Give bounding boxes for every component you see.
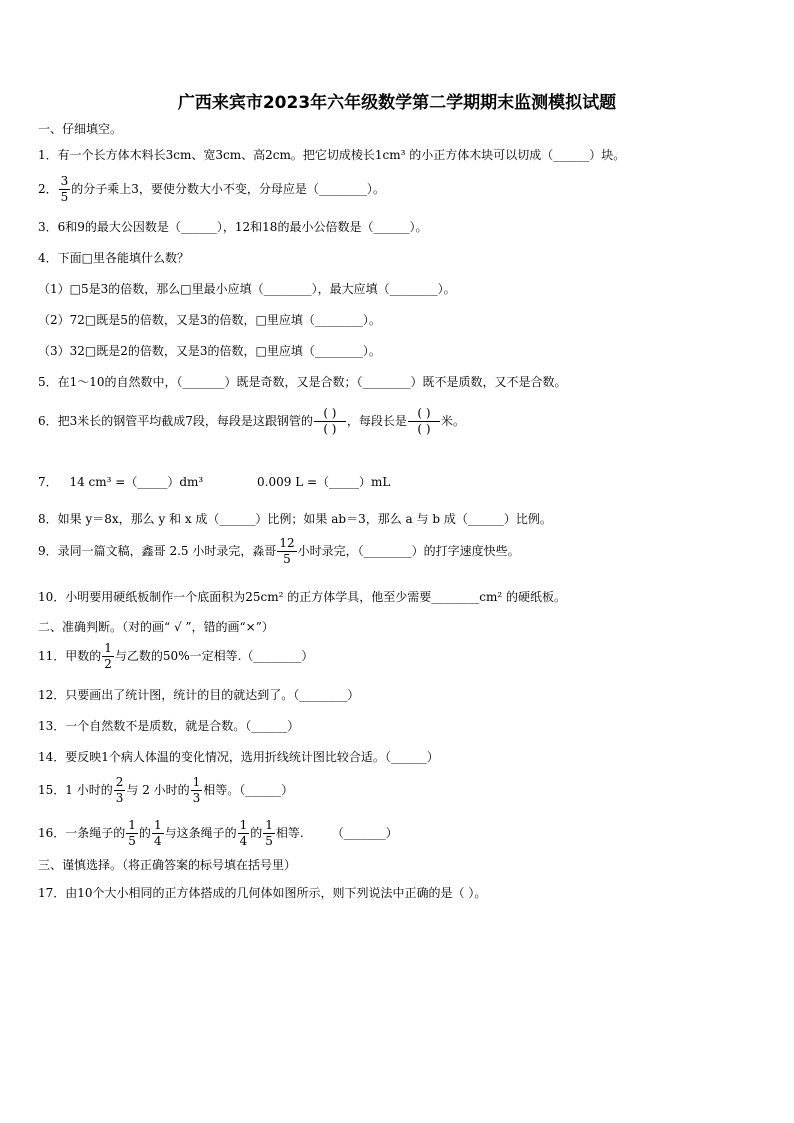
question-7-part-b: 0.009 L =（_____）mL (257, 475, 391, 489)
answer-blank: （_______） (331, 826, 398, 840)
question-17: 17．由10个大小相同的正方体搭成的几何体如图所示，则下列说法中正确的是（ ）。 (38, 886, 487, 900)
question-6-text-1: 6．把3米长的钢管平均截成7段，每段是这跟钢管的 (38, 414, 313, 428)
question-15-text-3: 相等。（______） (203, 783, 294, 797)
question-1: 1．有一个长方体木料长3cm、宽3cm、高2cm。把它切成棱长1cm³ 的小正方体木块可以切成（______）块。 (38, 148, 626, 162)
fraction (152, 818, 164, 849)
fraction (277, 536, 296, 567)
fraction-numerator-blank: ( ) (314, 406, 346, 422)
question-16-text-1: 16．一条绳子的 (38, 826, 126, 840)
fraction-numerator: 3 (60, 174, 69, 188)
fraction-denominator: 3 (115, 791, 124, 805)
fraction-numerator: 1 (192, 775, 201, 789)
question-4-part-2: （2）72□既是5的倍数，又是3的倍数，□里应填（________）。 (38, 313, 381, 327)
fraction-denominator: 5 (128, 834, 136, 848)
section-heading-2: 二、准确判断。（对的画“ √ ”，错的画“×”） (38, 620, 274, 634)
question-16-text-2: 的 (138, 826, 151, 840)
question-2 (38, 174, 385, 205)
question-3: 3．6和9的最大公因数是（______），12和18的最小公倍数是（______）。 (38, 220, 428, 234)
section-heading-1: 一、仔细填空。 (38, 122, 123, 136)
fraction (114, 775, 126, 806)
fraction-numerator-blank: ( ) (408, 406, 440, 422)
question-4: 4．下面□里各能填什么数？ (38, 251, 189, 265)
question-11-text-2: 与乙数的50%一定相等.（________） (114, 649, 314, 663)
question-10: 10．小明要用硬纸板制作一个底面积为25cm² 的正方体学具，他至少需要________cm² 的硬纸板。 (38, 590, 566, 604)
fraction (102, 641, 114, 672)
question-4-part-1: （1）□5是3的倍数，那么□里最小应填（________），最大应填（________）。 (38, 282, 456, 296)
fraction-numerator: 1 (128, 818, 136, 832)
fraction-denominator: 3 (192, 791, 201, 805)
question-14: 14．要反映1个病人体温的变化情况，选用折线统计图比较合适。（______） (38, 750, 439, 764)
question-12: 12．只要画出了统计图，统计的目的就达到了。（________） (38, 688, 360, 702)
fraction-numerator: 1 (239, 818, 248, 832)
fraction-denominator: 5 (60, 190, 69, 204)
question-15 (38, 775, 293, 806)
fraction-denominator: 2 (104, 657, 112, 671)
question-7-number: 7． (38, 475, 58, 489)
question-15-text-2: 与 2 小时的 (126, 783, 190, 797)
section-heading-3: 三、谨慎选择。（将正确答案的标号填在括号里） (38, 858, 297, 872)
fraction-denominator: 5 (265, 834, 273, 848)
fraction-denominator: 5 (283, 552, 291, 566)
fraction-denominator-blank: ( ) (323, 422, 337, 436)
question-5: 5．在1～10的自然数中，（_______）既是奇数，又是合数；（________）既不是质数，又不是合数。 (38, 375, 567, 389)
blank-fraction (314, 406, 346, 437)
page-title: 广西来宾市2023年六年级数学第二学期期末监测模拟试题 (177, 93, 617, 113)
question-7-part-a: 14 cm³ =（_____）dm³ (69, 475, 204, 489)
fraction-numerator: 1 (153, 818, 162, 832)
question-6-text-3: 米。 (440, 414, 465, 428)
question-16-text-5: 相等. (275, 826, 304, 840)
fraction-numerator: 12 (279, 536, 295, 550)
question-4-part-3: （3）32□既是2的倍数，又是3的倍数，□里应填（________）。 (38, 344, 381, 358)
question-13: 13．一个自然数不是质数，就是合数。（______） (38, 719, 300, 733)
question-2-text: 的分子乘上3，要使分数大小不变，分母应是（________）。 (71, 182, 385, 196)
question-16-text-4: 的 (250, 826, 263, 840)
question-15-text-1: 15．1 小时的 (38, 783, 113, 797)
question-9 (38, 536, 520, 567)
blank-fraction (408, 406, 440, 437)
fraction-numerator: 1 (265, 818, 273, 832)
fraction-denominator: 4 (239, 834, 248, 848)
fraction (59, 174, 71, 205)
fraction (263, 818, 275, 849)
question-9-text-2: 小时录完，（________）的打字速度快些。 (297, 544, 520, 558)
question-6-text-2: ，每段长是 (346, 414, 407, 428)
fraction (126, 818, 138, 849)
fraction-denominator-blank: ( ) (417, 422, 431, 436)
question-11-text-1: 11．甲数的 (38, 649, 102, 663)
question-6 (38, 406, 465, 437)
question-7 (38, 474, 390, 490)
question-16-text-3: 与这条绳子的 (164, 826, 237, 840)
question-9-text-1: 9．录同一篇文稿，鑫哥 2.5 小时录完，淼哥 (38, 544, 277, 558)
fraction (191, 775, 203, 806)
question-8: 8．如果 y＝8x，那么 y 和 x 成（______）比例；如果 ab＝3，那么 a 与 b 成（______）比例。 (38, 512, 552, 526)
fraction-numerator: 1 (104, 641, 112, 655)
question-16 (38, 818, 398, 849)
fraction (238, 818, 250, 849)
question-11 (38, 641, 313, 672)
question-2-number: 2． (38, 182, 58, 196)
fraction-denominator: 4 (153, 834, 162, 848)
fraction-numerator: 2 (115, 775, 124, 789)
